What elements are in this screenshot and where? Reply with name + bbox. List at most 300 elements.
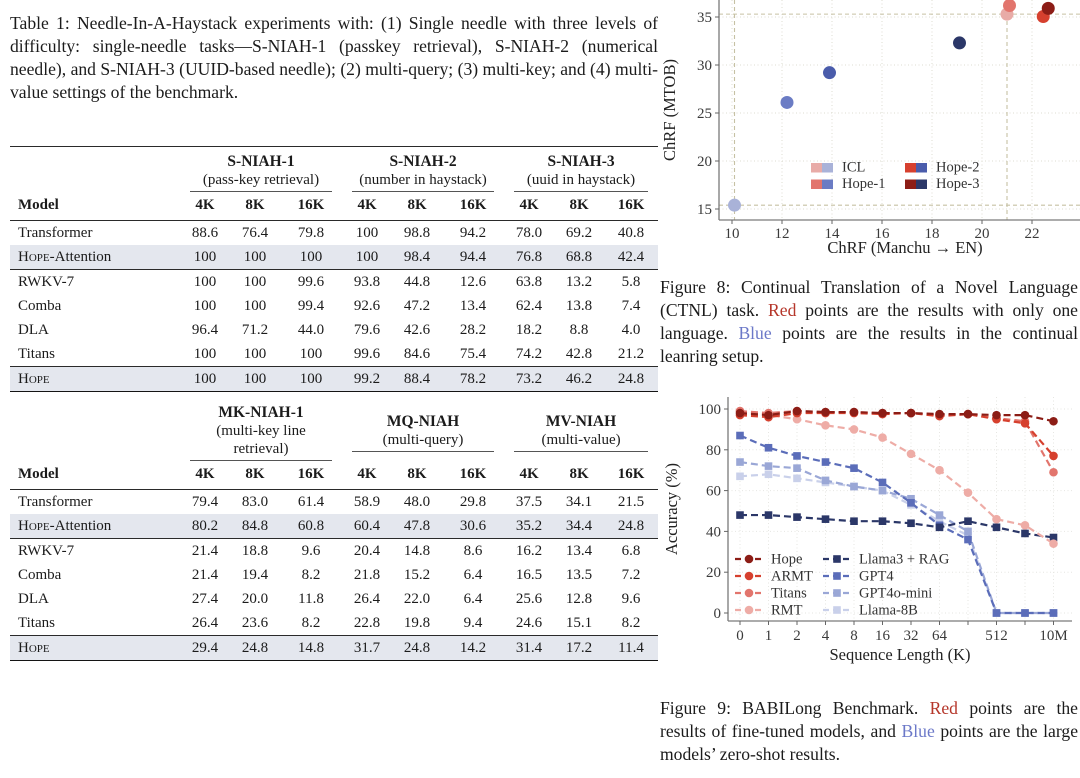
value-cell: 47.8 bbox=[392, 514, 442, 539]
value-cell: 21.4 bbox=[191, 566, 219, 583]
table-row bbox=[10, 587, 658, 611]
data-point bbox=[736, 409, 745, 418]
value-cell: 99.6 bbox=[342, 342, 392, 367]
value-cell: 21.2 bbox=[604, 342, 658, 367]
series-llama3-rag bbox=[736, 511, 1057, 541]
legend-swatch-blue bbox=[822, 180, 833, 190]
length-column-header: 4K bbox=[504, 461, 554, 490]
data-point bbox=[765, 470, 773, 478]
value-cell: 11.8 bbox=[298, 590, 324, 607]
x-tick-label: 18 bbox=[924, 226, 940, 242]
x-tick-label: 12 bbox=[774, 226, 790, 242]
x-axis-label: Sequence Length (K) bbox=[829, 645, 971, 664]
caption-text: Blue bbox=[738, 323, 772, 343]
data-point bbox=[793, 475, 801, 483]
value-cell: 12.6 bbox=[459, 273, 487, 290]
table-row bbox=[10, 514, 658, 539]
y-tick-label: 60 bbox=[706, 483, 721, 500]
value-cell: 26.4 bbox=[353, 590, 381, 607]
length-column-header: 16K bbox=[604, 461, 658, 490]
legend-swatch-blue bbox=[822, 163, 833, 173]
scatter-point-Hope-2-continual bbox=[823, 66, 836, 79]
data-point bbox=[745, 572, 754, 581]
corner-cell bbox=[10, 147, 180, 193]
value-cell: 13.8 bbox=[565, 297, 593, 314]
column-group-header bbox=[504, 401, 658, 461]
data-point bbox=[833, 606, 841, 614]
y-tick-label: 15 bbox=[697, 202, 712, 218]
data-point bbox=[1050, 609, 1058, 617]
x-tick-label: 22 bbox=[1024, 226, 1040, 242]
value-cell: 9.6 bbox=[621, 590, 641, 607]
left-column bbox=[10, 12, 658, 661]
value-cell: 13.2 bbox=[565, 273, 593, 290]
y-tick-label: 100 bbox=[698, 402, 721, 418]
value-cell: 100 bbox=[180, 245, 230, 270]
value-cell: 13.4 bbox=[565, 542, 593, 559]
data-point bbox=[964, 488, 973, 497]
table-row bbox=[10, 636, 658, 661]
value-cell: 13.4 bbox=[459, 297, 487, 314]
data-point bbox=[1021, 609, 1029, 617]
value-cell: 21.8 bbox=[353, 566, 381, 583]
x-tick-label: 64 bbox=[932, 628, 947, 644]
data-point bbox=[1021, 530, 1029, 538]
scatter-point-Hope-3-continual bbox=[953, 36, 966, 49]
legend-label: GPT4o-mini bbox=[859, 585, 933, 602]
value-cell: 46.2 bbox=[554, 367, 604, 392]
y-tick-label: 20 bbox=[706, 565, 721, 582]
data-point bbox=[878, 409, 887, 418]
model-cell: Hope-Attention bbox=[10, 245, 180, 270]
x-tick-label: 8 bbox=[850, 628, 858, 644]
data-point bbox=[907, 409, 916, 418]
length-column-header: 16K bbox=[280, 192, 342, 221]
value-cell: 58.9 bbox=[353, 493, 381, 510]
value-cell: 98.8 bbox=[403, 224, 431, 241]
model-column-header: Model bbox=[10, 461, 180, 490]
caption-text: Figure 9: BABILong Benchmark. bbox=[660, 698, 930, 718]
value-cell: 8.8 bbox=[569, 321, 589, 338]
table1-caption: Table 1: Needle-In-A-Haystack experiments with: (1) Single needle with three levels of difficulty: single-needle tasks—S-NIAH-1 (passkey retrieval), S-NIAH-2 (numerical needle), and S-NIAH-3 (UUID-based needle); (2) multi-query; (3) multi-key; and (4) multi-value settings of the benchmark. bbox=[10, 13, 658, 102]
value-cell: 100 bbox=[243, 297, 267, 314]
value-cell: 4.0 bbox=[621, 321, 641, 338]
scatter-point-Hope-3-single bbox=[1042, 2, 1055, 15]
data-point bbox=[1049, 417, 1058, 426]
value-cell: 29.8 bbox=[459, 493, 487, 510]
model-cell: Comba bbox=[18, 297, 62, 314]
data-point bbox=[936, 524, 944, 532]
data-point bbox=[833, 555, 841, 563]
value-cell: 100 bbox=[280, 342, 342, 367]
series-line bbox=[740, 515, 1054, 537]
data-point bbox=[821, 421, 830, 430]
value-cell: 100 bbox=[280, 367, 342, 392]
value-cell: 24.6 bbox=[504, 611, 554, 636]
data-point bbox=[879, 487, 887, 495]
caption-text: points are the results in the continual leanring setup. bbox=[660, 323, 1078, 366]
legend-label: GPT4 bbox=[859, 568, 894, 585]
value-cell: 19.8 bbox=[392, 611, 442, 636]
value-cell: 80.2 bbox=[180, 514, 230, 539]
column-group-header bbox=[342, 401, 504, 461]
value-cell: 100 bbox=[230, 342, 280, 367]
model-name-smallcaps: Hope bbox=[18, 517, 50, 534]
value-cell: 76.8 bbox=[504, 245, 554, 270]
data-point bbox=[736, 473, 744, 481]
length-column-header: 4K bbox=[342, 192, 392, 221]
legend-swatch-red bbox=[905, 163, 916, 173]
value-cell: 18.8 bbox=[241, 542, 269, 559]
value-cell: 76.4 bbox=[241, 224, 269, 241]
x-tick-label: 10 bbox=[724, 226, 740, 242]
value-cell: 44.8 bbox=[403, 273, 431, 290]
data-point bbox=[745, 589, 754, 598]
data-point bbox=[1049, 468, 1058, 477]
group-name: MV-NIAH bbox=[545, 413, 617, 430]
length-column-header: 4K bbox=[504, 192, 554, 221]
group-header-row bbox=[10, 147, 658, 193]
column-group-header bbox=[180, 401, 342, 461]
value-cell: 100 bbox=[243, 273, 267, 290]
table-row bbox=[10, 490, 658, 515]
group-subtitle: (number in haystack) bbox=[359, 172, 487, 188]
figure8-scatter-chart bbox=[660, 0, 1080, 258]
data-point bbox=[833, 589, 841, 597]
model-cell bbox=[10, 367, 180, 392]
value-cell: 24.8 bbox=[230, 636, 280, 661]
model-cell: RWKV-7 bbox=[18, 542, 75, 559]
value-cell: 24.8 bbox=[392, 636, 442, 661]
data-point bbox=[822, 458, 830, 466]
length-header-row bbox=[10, 192, 658, 221]
value-cell: 6.8 bbox=[621, 542, 641, 559]
data-point bbox=[850, 517, 858, 525]
legend-label: Hope-3 bbox=[936, 176, 980, 193]
legend-label: RMT bbox=[771, 602, 803, 619]
value-cell: 12.8 bbox=[565, 590, 593, 607]
x-axis-label: ChRF (Manchu → EN) bbox=[827, 238, 983, 257]
value-cell: 61.4 bbox=[297, 493, 325, 510]
model-cell: Titans bbox=[10, 342, 180, 367]
data-point bbox=[745, 606, 754, 615]
model-cell: DLA bbox=[18, 321, 49, 338]
value-cell: 99.6 bbox=[297, 273, 325, 290]
data-point bbox=[765, 444, 773, 452]
model-cell: Hope-Attention bbox=[10, 514, 180, 539]
table-row bbox=[10, 294, 658, 318]
group-subtitle: (multi-key line retrieval) bbox=[216, 423, 306, 457]
value-cell: 79.4 bbox=[191, 493, 219, 510]
value-cell: 100 bbox=[230, 245, 280, 270]
legend-label: Hope-1 bbox=[842, 176, 886, 193]
data-point bbox=[850, 464, 858, 472]
x-tick-label: 4 bbox=[821, 628, 830, 644]
length-column-header: 16K bbox=[442, 192, 504, 221]
caption-text: points are the results with only one language. bbox=[660, 300, 1078, 343]
table-row bbox=[10, 367, 658, 392]
value-cell: 92.6 bbox=[353, 297, 381, 314]
value-cell: 8.2 bbox=[280, 611, 342, 636]
data-point bbox=[736, 511, 744, 519]
table-row bbox=[10, 221, 658, 246]
value-cell: 88.4 bbox=[392, 367, 442, 392]
scatter-point-Hope-1-continual bbox=[781, 96, 794, 109]
value-cell: 14.8 bbox=[280, 636, 342, 661]
y-tick-label: 25 bbox=[697, 106, 712, 122]
value-cell: 69.2 bbox=[565, 224, 593, 241]
length-column-header: 16K bbox=[604, 192, 658, 221]
model-name-smallcaps: Hope bbox=[18, 248, 50, 265]
data-point bbox=[993, 524, 1001, 532]
caption-text: Red bbox=[929, 698, 958, 718]
value-cell: 94.4 bbox=[442, 245, 504, 270]
value-cell: 22.0 bbox=[403, 590, 431, 607]
value-cell: 42.4 bbox=[604, 245, 658, 270]
legend-label: ARMT bbox=[771, 568, 813, 585]
value-cell: 79.6 bbox=[353, 321, 381, 338]
value-cell: 26.4 bbox=[180, 611, 230, 636]
value-cell: 31.4 bbox=[504, 636, 554, 661]
data-point bbox=[833, 572, 841, 580]
value-cell: 93.8 bbox=[353, 273, 381, 290]
data-point bbox=[879, 517, 887, 525]
value-cell: 8.2 bbox=[301, 566, 321, 583]
group-subtitle: (pass-key retrieval) bbox=[202, 172, 320, 188]
data-point bbox=[935, 410, 944, 419]
value-cell: 19.4 bbox=[241, 566, 269, 583]
length-column-header: 8K bbox=[230, 461, 280, 490]
model-cell: Transformer bbox=[18, 493, 93, 510]
model-column-header: Model bbox=[10, 192, 180, 221]
value-cell: 63.8 bbox=[515, 273, 543, 290]
data-point bbox=[793, 513, 801, 521]
length-column-header: 16K bbox=[280, 461, 342, 490]
value-cell: 18.2 bbox=[515, 321, 543, 338]
model-name-smallcaps: Hope bbox=[18, 639, 50, 656]
data-point bbox=[992, 411, 1001, 420]
data-point bbox=[907, 450, 916, 459]
group-subtitle: (multi-query) bbox=[382, 432, 464, 448]
legend-swatch-blue bbox=[916, 180, 927, 190]
data-point bbox=[964, 517, 972, 525]
value-cell: 88.6 bbox=[191, 224, 219, 241]
value-cell: 30.6 bbox=[442, 514, 504, 539]
data-point bbox=[935, 466, 944, 475]
column-group-header bbox=[342, 147, 504, 193]
niah-table-multi bbox=[10, 401, 658, 661]
data-point bbox=[964, 410, 973, 419]
corner-cell bbox=[10, 401, 180, 461]
data-point bbox=[964, 536, 972, 544]
data-point bbox=[878, 433, 887, 442]
value-cell: 15.1 bbox=[554, 611, 604, 636]
value-cell: 16.5 bbox=[515, 566, 543, 583]
table-row bbox=[10, 318, 658, 342]
x-tick-label: 32 bbox=[903, 628, 919, 644]
data-point bbox=[822, 477, 830, 485]
data-point bbox=[850, 408, 859, 417]
length-header-row bbox=[10, 461, 658, 490]
data-point bbox=[765, 462, 773, 470]
value-cell: 17.2 bbox=[554, 636, 604, 661]
value-cell: 98.4 bbox=[392, 245, 442, 270]
y-axis-label: ChRF (MTOB) bbox=[660, 59, 679, 161]
x-tick-label: 512 bbox=[985, 628, 1008, 644]
value-cell: 100 bbox=[180, 342, 230, 367]
length-column-header: 16K bbox=[442, 461, 504, 490]
value-cell: 29.4 bbox=[180, 636, 230, 661]
value-cell: 21.5 bbox=[617, 493, 645, 510]
value-cell: 100 bbox=[180, 367, 230, 392]
value-cell: 84.6 bbox=[392, 342, 442, 367]
right-column bbox=[660, 0, 1080, 766]
data-point bbox=[764, 411, 773, 420]
value-cell: 13.5 bbox=[565, 566, 593, 583]
caption-text: points are the large models’ zero-shot results. bbox=[660, 721, 1078, 764]
value-cell: 5.8 bbox=[621, 273, 641, 290]
data-point bbox=[822, 515, 830, 523]
value-cell: 78.0 bbox=[515, 224, 543, 241]
legend-label: Llama3 + RAG bbox=[859, 551, 950, 568]
table-row bbox=[10, 342, 658, 367]
y-tick-label: 40 bbox=[706, 524, 721, 541]
column-group-header bbox=[504, 147, 658, 193]
data-point bbox=[1049, 452, 1058, 461]
y-tick-label: 0 bbox=[713, 606, 721, 622]
legend-swatch-red bbox=[811, 163, 822, 173]
group-header-row bbox=[10, 401, 658, 461]
value-cell: 9.4 bbox=[442, 611, 504, 636]
y-tick-label: 35 bbox=[697, 10, 712, 26]
data-point bbox=[793, 464, 801, 472]
value-cell: 47.2 bbox=[403, 297, 431, 314]
value-cell: 8.2 bbox=[604, 611, 658, 636]
legend-swatch-red bbox=[905, 180, 916, 190]
group-name: S-NIAH-3 bbox=[547, 153, 615, 170]
value-cell: 74.2 bbox=[504, 342, 554, 367]
value-cell: 73.2 bbox=[504, 367, 554, 392]
data-point bbox=[993, 609, 1001, 617]
value-cell: 40.8 bbox=[617, 224, 645, 241]
value-cell: 100 bbox=[280, 245, 342, 270]
value-cell: 60.4 bbox=[342, 514, 392, 539]
value-cell: 100 bbox=[193, 297, 217, 314]
model-cell: Transformer bbox=[18, 224, 93, 241]
data-point bbox=[850, 425, 859, 434]
y-axis-label: Accuracy (%) bbox=[662, 462, 681, 556]
table-row bbox=[10, 563, 658, 587]
value-cell: 9.6 bbox=[301, 542, 321, 559]
group-name: MK-NIAH-1 bbox=[218, 404, 304, 421]
value-cell: 28.2 bbox=[459, 321, 487, 338]
column-group-header bbox=[180, 147, 342, 193]
data-point bbox=[821, 408, 830, 417]
data-point bbox=[879, 479, 887, 487]
value-cell: 24.8 bbox=[604, 514, 658, 539]
data-point bbox=[936, 511, 944, 519]
value-cell: 75.4 bbox=[442, 342, 504, 367]
value-cell: 100 bbox=[193, 273, 217, 290]
model-cell: RWKV-7 bbox=[18, 273, 75, 290]
legend-label: Hope-2 bbox=[936, 159, 980, 176]
value-cell: 21.4 bbox=[191, 542, 219, 559]
y-tick-label: 20 bbox=[697, 154, 712, 170]
group-name: S-NIAH-1 bbox=[227, 153, 295, 170]
value-cell: 34.1 bbox=[565, 493, 593, 510]
value-cell: 20.0 bbox=[241, 590, 269, 607]
x-tick-label: 2 bbox=[793, 628, 801, 644]
table-row bbox=[10, 245, 658, 270]
value-cell: 6.4 bbox=[463, 590, 483, 607]
value-cell: 100 bbox=[355, 224, 379, 241]
value-cell: 83.0 bbox=[241, 493, 269, 510]
x-tick-label: 14 bbox=[824, 226, 840, 242]
y-tick-label: 80 bbox=[706, 442, 721, 459]
data-point bbox=[1021, 411, 1030, 420]
table-row bbox=[10, 539, 658, 564]
table-row bbox=[10, 270, 658, 295]
data-point bbox=[907, 519, 915, 527]
length-column-header: 4K bbox=[180, 192, 230, 221]
length-column-header: 8K bbox=[392, 461, 442, 490]
group-subtitle: (multi-value) bbox=[541, 432, 621, 448]
value-cell: 79.8 bbox=[297, 224, 325, 241]
group-name: S-NIAH-2 bbox=[389, 153, 457, 170]
legend-label: Titans bbox=[771, 585, 807, 602]
x-tick-label: 16 bbox=[874, 226, 890, 242]
data-point bbox=[1021, 419, 1030, 428]
value-cell: 22.8 bbox=[342, 611, 392, 636]
value-cell: 20.4 bbox=[353, 542, 381, 559]
length-column-header: 8K bbox=[554, 461, 604, 490]
caption-text: points are the results of fine-tuned models, and bbox=[660, 698, 1078, 741]
length-column-header: 8K bbox=[554, 192, 604, 221]
legend-label: Llama-8B bbox=[859, 602, 918, 619]
data-point bbox=[964, 528, 972, 536]
data-point bbox=[736, 458, 744, 466]
value-cell: 42.6 bbox=[403, 321, 431, 338]
model-name-smallcaps: Hope bbox=[18, 370, 50, 387]
model-cell: Titans bbox=[10, 611, 180, 636]
value-cell: 27.4 bbox=[191, 590, 219, 607]
value-cell: 78.2 bbox=[442, 367, 504, 392]
model-cell: Comba bbox=[18, 566, 62, 583]
scatter-point-ICL-continual bbox=[728, 199, 741, 212]
value-cell: 44.0 bbox=[297, 321, 325, 338]
length-column-header: 4K bbox=[342, 461, 392, 490]
data-point bbox=[793, 407, 802, 416]
data-point bbox=[992, 515, 1001, 524]
value-cell: 96.4 bbox=[191, 321, 219, 338]
table-row bbox=[10, 611, 658, 636]
group-subtitle: (uuid in haystack) bbox=[526, 172, 636, 188]
caption-text: Red bbox=[768, 300, 797, 320]
data-point bbox=[907, 499, 915, 507]
group-name: MQ-NIAH bbox=[386, 413, 460, 430]
legend-swatch-red bbox=[811, 180, 822, 190]
value-cell: 84.8 bbox=[230, 514, 280, 539]
x-tick-label: 16 bbox=[875, 628, 890, 644]
length-column-header: 4K bbox=[180, 461, 230, 490]
x-tick-label: 1 bbox=[764, 628, 773, 644]
length-column-header: 8K bbox=[392, 192, 442, 221]
value-cell: 7.2 bbox=[621, 566, 641, 583]
data-point bbox=[736, 432, 744, 440]
model-cell: DLA bbox=[18, 590, 49, 607]
value-cell: 48.0 bbox=[403, 493, 431, 510]
model-cell bbox=[10, 636, 180, 661]
